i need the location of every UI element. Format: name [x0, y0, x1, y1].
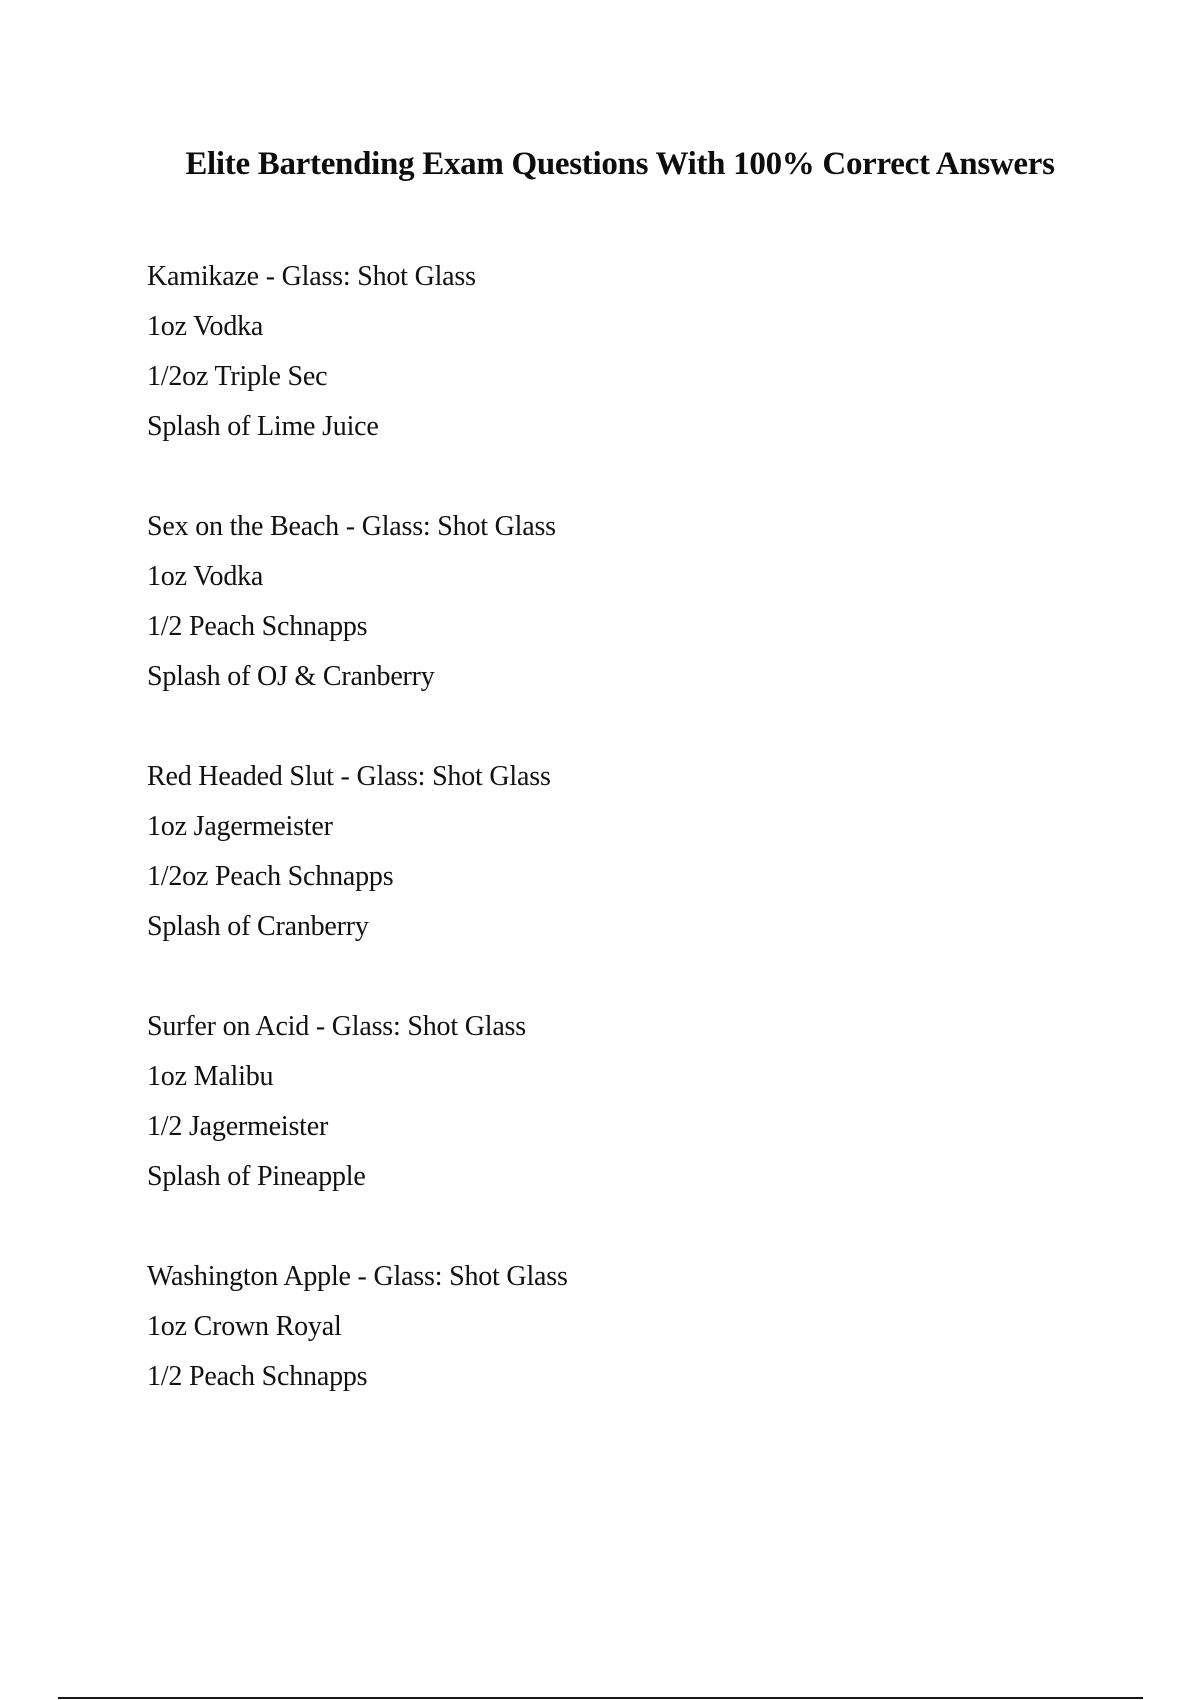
recipe-red-headed-slut [147, 752, 1047, 952]
recipe-washington-apple [147, 1252, 1047, 1402]
ingredient: 1/2oz Triple Sec [147, 361, 328, 392]
ingredient: 1oz Jagermeister [147, 811, 333, 842]
recipe-heading: Surfer on Acid - Glass: Shot Glass [147, 1011, 526, 1042]
ingredient: 1/2oz Peach Schnapps [147, 861, 394, 892]
ingredient: 1/2 Peach Schnapps [147, 611, 368, 642]
ingredient-list [147, 302, 1047, 452]
ingredient: Splash of Cranberry [147, 911, 369, 942]
ingredient: 1/2 Jagermeister [147, 1111, 329, 1142]
ingredient: Splash of Pineapple [147, 1161, 366, 1192]
ingredient: Splash of Lime Juice [147, 411, 379, 442]
footer-rule [58, 1697, 1143, 1699]
ingredient: Splash of OJ & Cranberry [147, 661, 435, 692]
ingredient: 1oz Vodka [147, 311, 264, 342]
ingredient-list [147, 1302, 1047, 1402]
ingredient-list [147, 1052, 1047, 1202]
ingredient-list [147, 552, 1047, 702]
recipe-heading: Washington Apple - Glass: Shot Glass [147, 1261, 568, 1292]
recipe-heading: Red Headed Slut - Glass: Shot Glass [147, 761, 551, 792]
recipe-heading: Kamikaze - Glass: Shot Glass [147, 261, 476, 292]
ingredient: 1oz Malibu [147, 1061, 274, 1092]
recipe-list [147, 252, 1047, 1452]
recipe-surfer-on-acid [147, 1002, 1047, 1202]
ingredient: 1/2 Peach Schnapps [147, 1361, 368, 1392]
ingredient: 1oz Vodka [147, 561, 264, 592]
document-title: Elite Bartending Exam Questions With 100% Correct Answers [185, 146, 1055, 182]
recipe-heading: Sex on the Beach - Glass: Shot Glass [147, 511, 556, 542]
ingredient: 1oz Crown Royal [147, 1311, 342, 1342]
ingredient-list [147, 802, 1047, 952]
recipe-sex-on-the-beach [147, 502, 1047, 702]
recipe-kamikaze [147, 252, 1047, 452]
